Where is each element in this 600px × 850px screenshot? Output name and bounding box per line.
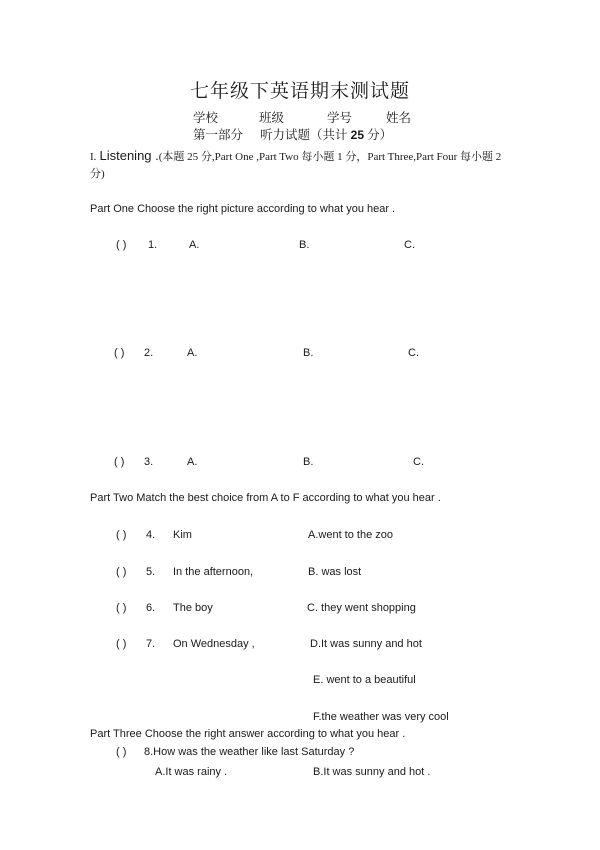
name-label: 姓名 (386, 111, 412, 125)
section-desc-cont: 分) (90, 168, 105, 180)
q6-text: The boy (173, 602, 213, 614)
q2-option-a[interactable]: A. (187, 347, 198, 359)
part-two-instruction: Part Two Match the best choice from A to F according to what you hear . (90, 492, 441, 504)
q5-text: In the afternoon, (173, 566, 254, 578)
q8-option-a[interactable]: A.It was rainy . (155, 766, 228, 778)
number-label: 学号 (327, 111, 353, 125)
q8-paren[interactable]: ( ) (116, 746, 127, 758)
section-part-label: 第一部分 (193, 128, 244, 142)
q1-paren[interactable]: ( ) (116, 239, 127, 251)
section-title: Listening . (99, 148, 159, 163)
q4-paren[interactable]: ( ) (116, 529, 127, 541)
q7-paren[interactable]: ( ) (116, 638, 127, 650)
choice-a: A.went to the zoo (308, 529, 393, 541)
q2-number: 2. (144, 347, 154, 359)
page-title: 七年级下英语期末测试题 (189, 81, 410, 102)
section-roman: I. (90, 151, 97, 163)
choice-d: D.It was sunny and hot (310, 638, 422, 650)
q3-number: 3. (144, 456, 154, 468)
section-heading (90, 148, 501, 164)
q3-option-b[interactable]: B. (303, 456, 314, 468)
q3-option-a[interactable]: A. (187, 456, 198, 468)
q7-number: 7. (146, 638, 156, 650)
q4-number: 4. (146, 529, 156, 541)
q5-paren[interactable]: ( ) (116, 566, 127, 578)
q3-option-c[interactable]: C. (413, 456, 424, 468)
q8-question: 8.How was the weather like last Saturday ? (144, 746, 355, 758)
section-desc: (本题 25 分,Part One ,Part Two 每小题 1 分，Part Three,Part Four 每小题 2 (158, 151, 502, 163)
q4-text: Kim (173, 529, 192, 541)
q1-option-a[interactable]: A. (189, 239, 200, 251)
school-label: 学校 (193, 111, 219, 125)
q2-option-c[interactable]: C. (408, 347, 419, 359)
q6-number: 6. (146, 602, 156, 614)
q1-option-c[interactable]: C. (404, 239, 415, 251)
choice-c: C. they went shopping (307, 602, 416, 614)
q2-paren[interactable]: ( ) (114, 347, 125, 359)
section-test-label (260, 125, 392, 143)
choice-f: F.the weather was very cool (313, 711, 449, 723)
part-three-instruction: Part Three Choose the right answer according to what you hear . (90, 728, 406, 740)
section-test-text: 听力试题（共计 (260, 128, 348, 142)
q1-number: 1. (148, 239, 158, 251)
q8-option-b[interactable]: B.It was sunny and hot . (313, 766, 431, 778)
part-one-instruction: Part One Choose the right picture according to what you hear . (90, 203, 396, 215)
section-unit: 分） (367, 128, 393, 142)
section-score: 25 (350, 128, 364, 142)
q6-paren[interactable]: ( ) (116, 602, 127, 614)
q7-text: On Wednesday , (173, 638, 255, 650)
class-label: 班级 (259, 111, 285, 125)
q2-option-b[interactable]: B. (303, 347, 314, 359)
q1-option-b[interactable]: B. (299, 239, 310, 251)
choice-e: E. went to a beautiful (313, 674, 416, 686)
q3-paren[interactable]: ( ) (114, 456, 125, 468)
q5-number: 5. (146, 566, 156, 578)
choice-b: B. was lost (308, 566, 362, 578)
